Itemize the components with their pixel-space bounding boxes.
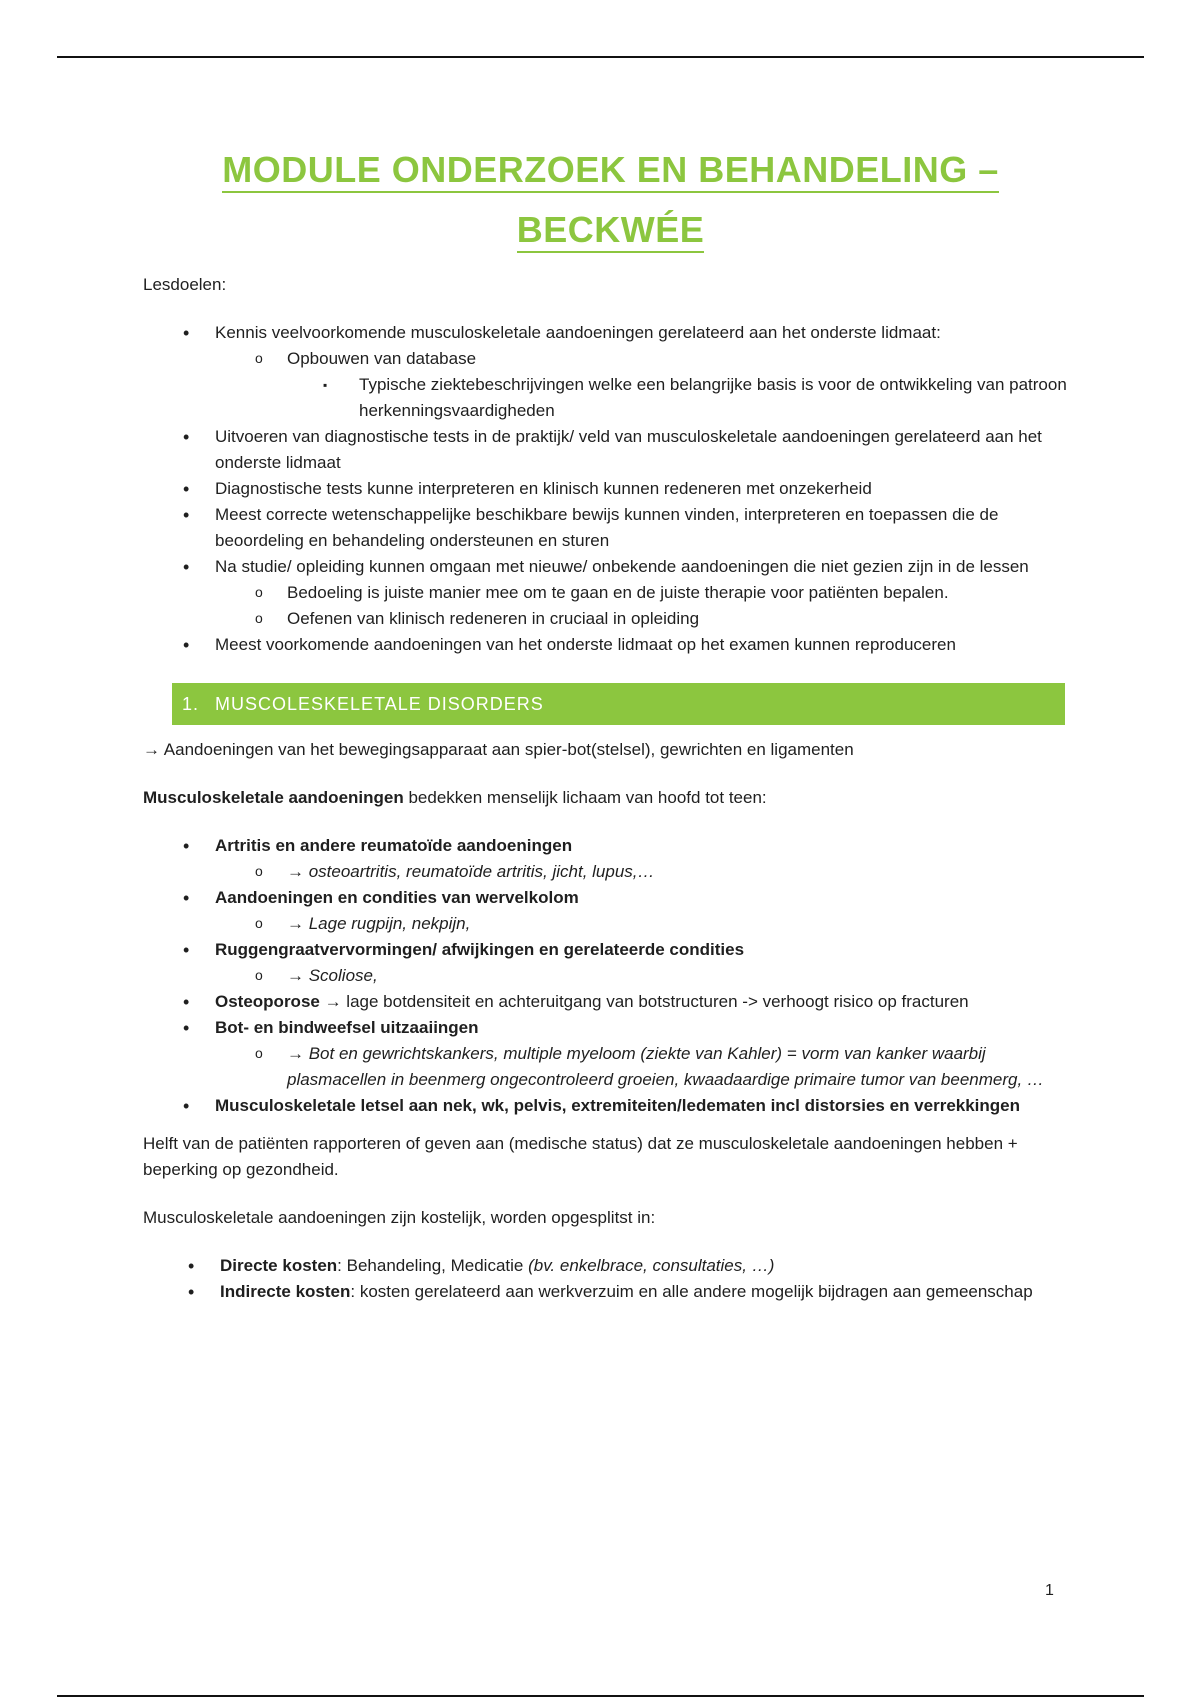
list-item: • Na studie/ opleiding kunnen omgaan met nieuwe/ onbekende aandoeningen die niet gezien zijn in de lessen o Bedoeling is juiste manier mee om te gaan en de juiste therapie voor patiënten bepalen. o Oefenen van klinisch redeneren in cruciaal in opleiding [143, 554, 1078, 632]
list-item: ▪ Typische ziektebeschrijvingen welke een belangrijke basis is voor de ontwikkeling van patroon herkenningsvaardigheden [287, 372, 1078, 424]
list-item: o Oefenen van klinisch redeneren in cruciaal in opleiding [215, 606, 1078, 632]
musc-intro: Musculoskeletale aandoeningen bedekken menselijk lichaam van hoofd tot teen: [143, 788, 767, 807]
section-summary: → Aandoeningen van het bewegingsapparaat aan spier-bot(stelsel), gewrichten en ligamenten [143, 740, 854, 759]
list-item: o → Bot en gewrichtskankers, multiple myeloom (ziekte van Kahler) = vorm van kanker waarbij plasmacellen in beenmerg ongecontroleerd groeien, kwaadaardige primaire tumor van beenmerg, … [215, 1041, 1078, 1093]
conditions-list [143, 833, 1078, 1119]
list-item: • Musculoskeletale letsel aan nek, wk, pelvis, extremiteiten/ledematen incl distorsies en verrekkingen [143, 1093, 1078, 1119]
list-item: • Indirecte kosten: kosten gerelateerd aan werkverzuim en alle andere mogelijk bijdragen aan gemeenschap [143, 1279, 1078, 1305]
page-number: 1 [1045, 1582, 1054, 1599]
section-heading [172, 683, 1065, 725]
document-title: MODULE ONDERZOEK EN BEHANDELING – BECKWÉE [143, 140, 1078, 260]
lesdoelen-label: Lesdoelen: [143, 275, 227, 294]
lesdoelen-list [143, 320, 1078, 658]
list-item: • Bot- en bindweefsel uitzaaiingen o → Bot en gewrichtskankers, multiple myeloom (ziekte van Kahler) = vorm van kanker waarbij plasmacellen in beenmerg ongecontroleerd groeien, kwaadaardige primaire tumor van beenmerg, … [143, 1015, 1078, 1093]
list-item: • Kennis veelvoorkomende musculoskeletale aandoeningen gerelateerd aan het onderste lidmaat: o Opbouwen van database ▪ Typische ziektebeschrijvingen welke een belangrijke basis is voor de ontwikkeling van patroon herkenningsvaardigheden [143, 320, 1078, 424]
section-number: 1. [182, 694, 200, 714]
list-item: o → osteoartritis, reumatoïde artritis, jicht, lupus,… [215, 859, 1078, 885]
list-item: • Meest voorkomende aandoeningen van het onderste lidmaat op het examen kunnen reproduceren [143, 632, 1078, 658]
list-item: • Meest correcte wetenschappelijke beschikbare bewijs kunnen vinden, interpreteren en toepassen die de beoordeling en behandeling ondersteunen en sturen [143, 502, 1078, 554]
document-body [143, 140, 1078, 1305]
list-item: • Uitvoeren van diagnostische tests in de praktijk/ veld van musculoskeletale aandoeningen gerelateerd aan het onderste lidmaat [143, 424, 1078, 476]
paragraph-kost: Musculoskeletale aandoeningen zijn kostelijk, worden opgesplitst in: [143, 1208, 656, 1227]
paragraph-half: Helft van de patiënten rapporteren of geven aan (medische status) dat ze musculoskeletale aandoeningen hebben + beperking op gezondheid. [143, 1134, 1018, 1179]
footer-rule [57, 1695, 1144, 1697]
list-item: o → Lage rugpijn, nekpijn, [215, 911, 1078, 937]
section-title: MUSCOLESKELETALE DISORDERS [215, 694, 544, 714]
list-item: • Ruggengraatvervormingen/ afwijkingen en gerelateerde condities o → Scoliose, [143, 937, 1078, 989]
list-item: o Opbouwen van database ▪ Typische ziektebeschrijvingen welke een belangrijke basis is voor de ontwikkeling van patroon herkenningsvaardigheden [215, 346, 1078, 424]
list-item: • Diagnostische tests kunne interpreteren en klinisch kunnen redeneren met onzekerheid [143, 476, 1078, 502]
list-item: • Artritis en andere reumatoïde aandoeningen o → osteoartritis, reumatoïde artritis, jicht, lupus,… [143, 833, 1078, 885]
costs-list [143, 1253, 1078, 1305]
list-item: • Osteoporose → lage botdensiteit en achteruitgang van botstructuren -> verhoogt risico op fracturen [143, 989, 1078, 1015]
header-rule [57, 56, 1144, 58]
list-item: o Bedoeling is juiste manier mee om te gaan en de juiste therapie voor patiënten bepalen. [215, 580, 1078, 606]
list-item: o → Scoliose, [215, 963, 1078, 989]
list-item: • Directe kosten: Behandeling, Medicatie (bv. enkelbrace, consultaties, …) [143, 1253, 1078, 1279]
list-item: • Aandoeningen en condities van wervelkolom o → Lage rugpijn, nekpijn, [143, 885, 1078, 937]
